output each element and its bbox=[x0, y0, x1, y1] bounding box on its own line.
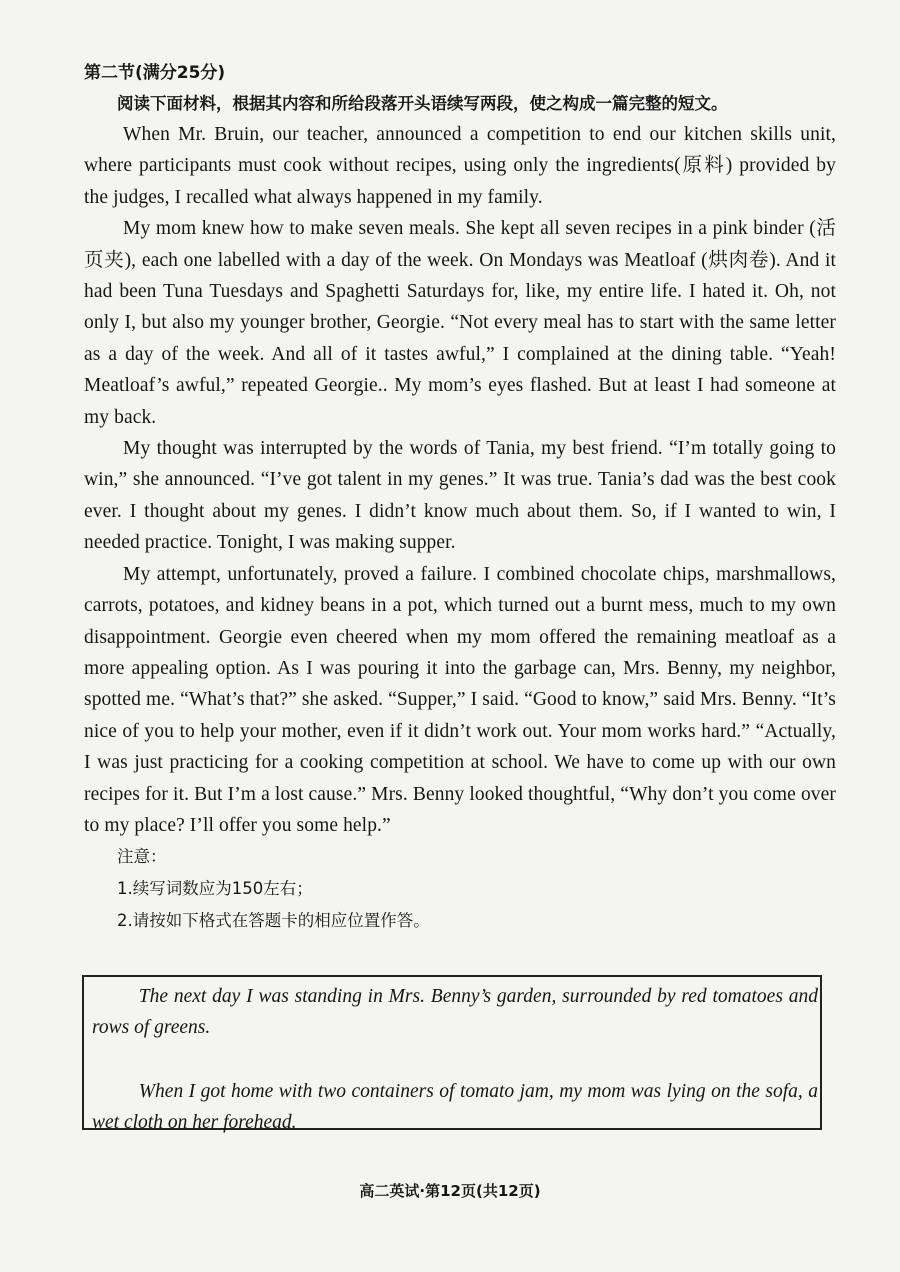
writing-space bbox=[92, 1043, 818, 1076]
note-item-2: 2.请按如下格式在答题卡的相应位置作答。 bbox=[117, 911, 430, 931]
notes-title: 注意： bbox=[117, 847, 167, 867]
section-title: 第二节(满分25分) bbox=[84, 63, 226, 83]
story-paragraph-4: My attempt, unfortunately, proved a failure. I combined chocolate chips, marshmallows, carrots, potatoes, and kidney beans in a pot, which turned out a burnt mess, much to my own disappointment. Georgie even cheered when my mom offered the remaining meatloaf as a more appealing option. As I was pouring it into the garbage can, Mrs. Benny, my neighbor, spotted me. “What’s that?” she asked. “Supper,” I said. “Good to know,” said Mrs. Benny. “It’s nice of you to help your mother, even if it didn’t work out. Your mom works hard.” “Actually, I was just practicing for a cooking competition at school. We have to come up with our own recipes for it. But I’m a lost cause.” Mrs. Benny looked thoughtful, “Why don’t you come over to my place? I’ll offer you some help.” bbox=[84, 563, 836, 836]
story-paragraph-2: My mom knew how to make seven meals. She kept all seven recipes in a pink binder (活页夹), each one labelled with a day of the week. On Mondays was Meatloaf (烘肉卷). And it had been Tuna Tuesdays and Spaghetti Saturdays for, like, my entire life. I hated it. Oh, not only I, but also my younger brother, Georgie. “Not every meal has to start with the same letter as a day of the week. And all of it tastes awful,” I complained at the dining table. “Yeah! Meatloaf’s awful,” repeated Georgie.. My mom’s eyes flashed. But at least I had someone at my back. bbox=[84, 218, 836, 428]
story-paragraph-3: My thought was interrupted by the words of Tania, my best friend. “I’m totally going to win,” she announced. “I’ve got talent in my genes.” It was true. Tania’s dad was the best cook ever. I thought about my genes. I didn’t know much about them. So, if I wanted to win, I needed practice. Tonight, I was making supper. bbox=[84, 438, 836, 554]
answer-format-box bbox=[82, 975, 822, 1133]
note-item-1: 1.续写词数应为150左右； bbox=[117, 879, 313, 899]
opening-sentence-2: When I got home with two containers of tomato jam, my mom was lying on the sofa, a wet cloth on her forehead. bbox=[92, 1081, 818, 1133]
exam-page bbox=[84, 58, 836, 937]
section-instruction: 阅读下面材料，根据其内容和所给段落开头语续写两段，使之构成一篇完整的短文。 bbox=[117, 94, 728, 113]
opening-sentence-1: The next day I was standing in Mrs. Benny’s garden, surrounded by red tomatoes and rows of greens. bbox=[92, 986, 818, 1038]
page-footer: 高二英试·第12页(共12页) bbox=[359, 1182, 541, 1200]
story-paragraph-1: When Mr. Bruin, our teacher, announced a competition to end our kitchen skills unit, where participants must cook without recipes, using only the ingredients(原料) provided by the judges, I recalled what always happened in my family. bbox=[84, 124, 836, 208]
